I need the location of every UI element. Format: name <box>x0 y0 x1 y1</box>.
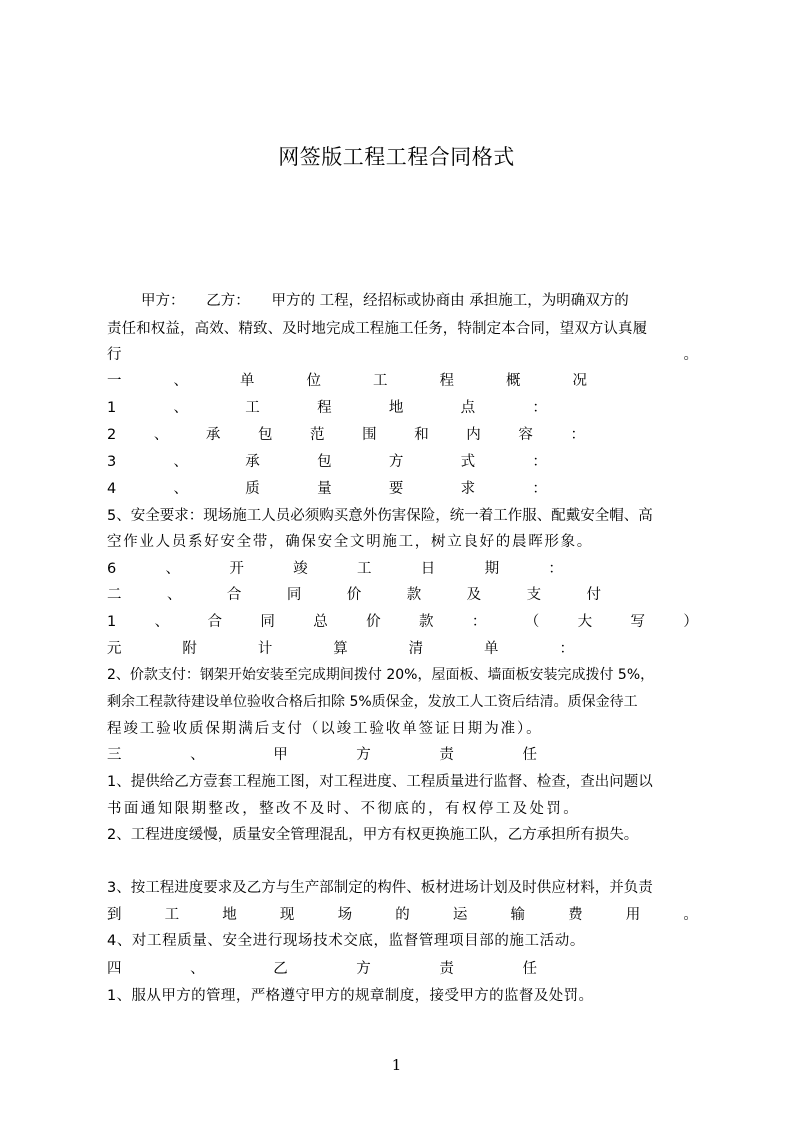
item-char: 、 <box>173 454 189 470</box>
item-char: 款 <box>418 614 434 630</box>
heading-char: 付 <box>586 587 601 603</box>
item-char: 2 <box>107 427 117 443</box>
intro-line-3-start: 行 <box>107 347 122 363</box>
item-char: 清 <box>408 641 424 657</box>
section3-item1-line2: 书面通知限期整改，整改不及时、不彻底的，有权停工及处罚。 <box>107 801 581 817</box>
item-char: 工 <box>356 561 372 577</box>
item-char: 价 <box>366 614 381 630</box>
heading-char: 二 <box>107 587 122 603</box>
heading-char: 责 <box>439 961 454 977</box>
item-char: 计 <box>257 641 273 657</box>
section4-heading <box>107 956 537 982</box>
heading-char: 概 <box>506 373 521 389</box>
section3-item3-line2 <box>107 902 698 928</box>
item-char: ： <box>548 561 563 577</box>
heading-char: 程 <box>439 373 454 389</box>
item-char: ： <box>559 641 574 657</box>
item-char: 地 <box>388 400 404 416</box>
heading-char: 款 <box>406 587 422 603</box>
heading-char: 位 <box>306 373 321 389</box>
heading-char: 方 <box>356 961 371 977</box>
item-char: 费 <box>568 907 583 923</box>
heading-char: 任 <box>522 961 537 977</box>
item-char: 点 <box>460 400 476 416</box>
section4-item1: 1、服从甲方的管理，严格遵守甲方的规章制度，接受甲方的监督及处罚。 <box>107 988 594 1004</box>
item-char: 工 <box>164 907 180 923</box>
heading-char: 支 <box>526 587 542 603</box>
item-char: 式 <box>460 454 476 470</box>
item-char: 到 <box>107 907 122 923</box>
section1-item6 <box>107 556 563 582</box>
item-char: 承 <box>205 427 221 443</box>
item-char: 包 <box>317 454 332 470</box>
section2-item1-line1 <box>107 609 698 635</box>
item-char: 范 <box>310 427 325 443</box>
item-char: ： <box>532 400 547 416</box>
heading-char: 、 <box>173 373 188 389</box>
section3-heading <box>107 742 537 768</box>
intro-line-1: 甲方： 乙方： 甲方的 工程，经招标或协商由 承担施工，为明确双方的 <box>141 293 629 309</box>
item-char: 的 <box>395 907 410 923</box>
item-char: 地 <box>222 907 237 923</box>
heading-char: 责 <box>439 747 454 763</box>
section3-item1-line1: 1、提供给乙方壹套工程施工图，对工程进度、工程质量进行监督、检查，查出问题以 <box>107 774 653 790</box>
section2-heading <box>107 582 601 608</box>
heading-char: 甲 <box>273 747 288 763</box>
item-char: 、 <box>165 561 181 577</box>
section1-item1 <box>107 395 547 421</box>
heading-char: 、 <box>190 961 205 977</box>
section1-item4 <box>107 476 547 502</box>
section3-item4: 4、对工程质量、安全进行现场技术交底，监督管理项目部的施工活动。 <box>107 933 585 949</box>
item-char: 总 <box>313 614 328 630</box>
heading-char: 任 <box>522 747 537 763</box>
heading-char: 合 <box>226 587 242 603</box>
heading-char: 、 <box>166 587 182 603</box>
section1-item5-line1: 5、安全要求：现场施工人员必须购买意外伤害保险，统一着工作服、配戴安全帽、高 <box>107 508 653 524</box>
intro-line-3 <box>107 342 698 368</box>
item-char: 量 <box>317 481 332 497</box>
item-char: 元 <box>107 641 122 657</box>
item-char: 写 <box>630 614 645 630</box>
item-char: 围 <box>362 427 377 443</box>
item-char: 1 <box>107 400 117 416</box>
heading-char: 价 <box>346 587 362 603</box>
item-char: ： <box>471 614 487 630</box>
page-number: 1 <box>391 1056 402 1074</box>
heading-char: 、 <box>190 747 205 763</box>
item-char: 、 <box>154 614 170 630</box>
item-char: ） <box>683 614 698 630</box>
heading-char: 四 <box>107 961 122 977</box>
item-char: 方 <box>388 454 404 470</box>
item-char: ： <box>532 454 547 470</box>
section1-item2 <box>107 422 585 448</box>
heading-char: 一 <box>107 373 122 389</box>
heading-char: 方 <box>356 747 371 763</box>
item-char: 3 <box>107 454 117 470</box>
heading-char: 三 <box>107 747 122 763</box>
section2-item1-line2 <box>107 636 574 662</box>
item-char: 现 <box>279 907 295 923</box>
heading-char: 工 <box>373 373 388 389</box>
item-char: 1 <box>107 614 117 630</box>
item-char: 质 <box>245 481 260 497</box>
heading-char: 单 <box>240 373 255 389</box>
item-char: 运 <box>452 907 468 923</box>
item-char: 要 <box>388 481 404 497</box>
item-char: 。 <box>683 907 698 923</box>
heading-char: 况 <box>572 373 587 389</box>
item-char: 开 <box>229 561 244 577</box>
item-char: 竣 <box>293 561 308 577</box>
item-char: 求 <box>460 481 476 497</box>
item-char: 输 <box>510 907 525 923</box>
item-char: 和 <box>414 427 429 443</box>
item-char: 场 <box>337 907 353 923</box>
item-char: 工 <box>245 400 260 416</box>
item-char: 6 <box>107 561 117 577</box>
item-char: 大 <box>577 614 593 630</box>
intro-line-2: 责任和权益，高效、精致、及时地完成工程施工任务，特制定本合同，望双方认真履 <box>107 321 648 337</box>
item-char: 内 <box>466 427 481 443</box>
section3-item3-line1: 3、按工程进度要求及乙方与生产部制定的构件、板材进场计划及时供应材料，并负责 <box>107 880 653 896</box>
item-char: 、 <box>173 400 189 416</box>
item-char: （ <box>524 614 540 630</box>
item-char: 4 <box>107 481 117 497</box>
intro-line-3-end: 。 <box>683 347 698 363</box>
item-char: 承 <box>245 454 260 470</box>
item-char: 单 <box>484 641 499 657</box>
item-char: 日 <box>420 561 436 577</box>
item-char: 同 <box>260 614 275 630</box>
item-char: 、 <box>153 427 169 443</box>
item-char: 、 <box>173 481 189 497</box>
section3-item2: 2、工程进度缓慢，质量安全管理混乱，甲方有权更换施工队，乙方承担所有损失。 <box>107 827 639 843</box>
section2-item2-line2: 剩余工程款待建设单位验收合格后扣除 5%质保金，发放工人工资后结清。质保金待工 <box>107 694 638 710</box>
item-char: 附 <box>182 641 197 657</box>
item-char: 程 <box>317 400 332 416</box>
item-char: 容 <box>518 427 533 443</box>
section2-item2-line3: 程竣工验收质保期满后支付（以竣工验收单签证日期为准）。 <box>107 721 543 737</box>
item-char: 用 <box>625 907 641 923</box>
section1-heading <box>107 368 587 394</box>
heading-char: 及 <box>466 587 482 603</box>
page-title: 网签版工程工程合同格式 <box>278 145 515 169</box>
item-char: 包 <box>257 427 273 443</box>
item-char: 期 <box>484 561 500 577</box>
item-char: ： <box>532 481 547 497</box>
section1-item5-line2: 空作业人员系好安全带，确保安全文明施工，树立良好的晨晖形象。 <box>107 534 593 550</box>
item-char: 合 <box>207 614 222 630</box>
item-char: ： <box>570 427 585 443</box>
section2-item2-line1: 2、价款支付：钢架开始安装至完成期间拨付 20%，屋面板、墙面板安装完成拨付 5%， <box>107 667 655 683</box>
heading-char: 乙 <box>273 961 288 977</box>
section1-item3 <box>107 449 547 475</box>
item-char: 算 <box>333 641 348 657</box>
heading-char: 同 <box>286 587 302 603</box>
